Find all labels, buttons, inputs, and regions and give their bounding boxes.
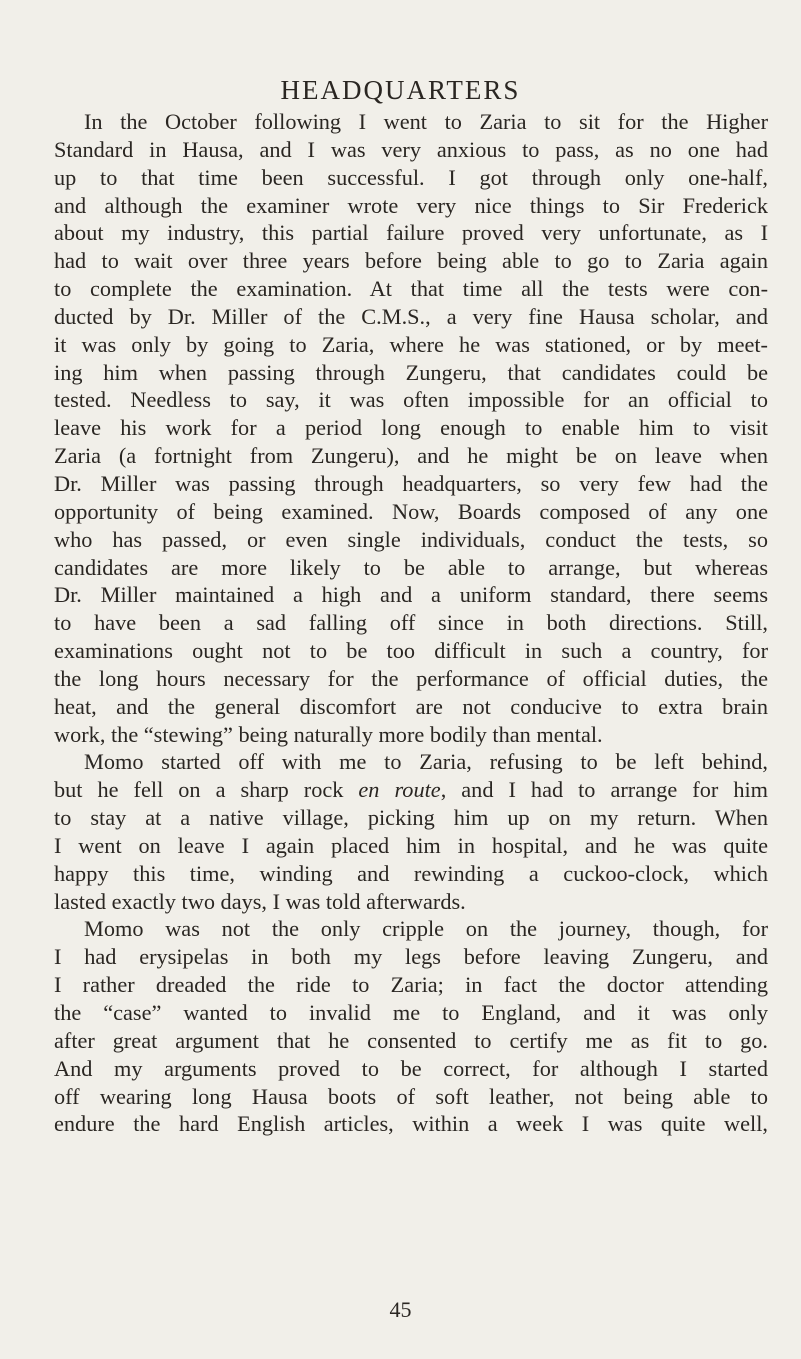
text-line: ducted by Dr. Miller of the C.M.S., a very fine Hausa scholar, and bbox=[54, 303, 768, 329]
text-line: off wearing long Hausa boots of soft leather, not being able to bbox=[54, 1083, 768, 1109]
text-line: I rather dreaded the ride to Zaria; in fact the doctor attending bbox=[54, 972, 768, 998]
text-line: Zaria (a fortnight from Zungeru), and he might be on leave when bbox=[54, 443, 768, 469]
text-line: to complete the examination. At that time all the tests were con- bbox=[54, 276, 768, 302]
text-line: ing him when passing through Zungeru, that candidates could be bbox=[54, 359, 768, 385]
text-line: but he fell on a sharp rock en route, and I had to arrange for him bbox=[54, 777, 768, 803]
text-line: after great argument that he consented to certify me as fit to go. bbox=[54, 1027, 768, 1053]
text-line: Momo started off with me to Zaria, refusing to be left behind, bbox=[84, 749, 768, 775]
text-line: examinations ought not to be too difficult in such a country, for bbox=[54, 638, 768, 664]
text-line: In the October following I went to Zaria to sit for the Higher bbox=[84, 109, 768, 134]
text-line: the long hours necessary for the performance of official duties, the bbox=[54, 665, 768, 691]
page-number: 45 bbox=[389, 1297, 412, 1322]
text-line: to have been a sad falling off since in both directions. Still, bbox=[54, 610, 768, 636]
text-line: it was only by going to Zaria, where he was stationed, or by meet- bbox=[54, 331, 768, 357]
text-line: work, the “stewing” being naturally more bodily than mental. bbox=[54, 721, 603, 747]
text-line: who has passed, or even single individuals, conduct the tests, so bbox=[54, 526, 768, 552]
text-line: tested. Needless to say, it was often impossible for an official to bbox=[54, 387, 768, 413]
text-line: Dr. Miller was passing through headquarters, so very few had the bbox=[54, 470, 768, 496]
text-line: Momo was not the only cripple on the journey, though, for bbox=[84, 916, 768, 942]
text-line: And my arguments proved to be correct, for although I started bbox=[54, 1055, 768, 1081]
text-line: lasted exactly two days, I was told afterwards. bbox=[54, 888, 466, 914]
text-line: had to wait over three years before being able to go to Zaria again bbox=[54, 248, 768, 274]
text-line: happy this time, winding and rewinding a cuckoo-clock, which bbox=[54, 860, 768, 886]
text-line: about my industry, this partial failure proved very unfortunate, as I bbox=[54, 220, 768, 246]
text-line: Dr. Miller maintained a high and a uniform standard, there seems bbox=[54, 582, 768, 608]
text-line: leave his work for a period long enough to enable him to visit bbox=[54, 415, 768, 441]
text-line: heat, and the general discomfort are not conducive to extra brain bbox=[54, 693, 768, 719]
body-text bbox=[54, 108, 768, 1138]
text-line: I went on leave I again placed him in hospital, and he was quite bbox=[54, 832, 768, 858]
text-line: to stay at a native village, picking him up on my return. When bbox=[54, 805, 768, 831]
text-line: and although the examiner wrote very nice things to Sir Frederick bbox=[54, 192, 768, 218]
text-line: Standard in Hausa, and I was very anxious to pass, as no one had bbox=[54, 136, 768, 162]
text-line: endure the hard English articles, within a week I was quite well, bbox=[54, 1111, 768, 1137]
text-line: opportunity of being examined. Now, Boards composed of any one bbox=[54, 498, 768, 524]
text-line: candidates are more likely to be able to arrange, but whereas bbox=[54, 554, 768, 580]
text-line: up to that time been successful. I got through only one-half, bbox=[54, 164, 768, 190]
italic-phrase: en route bbox=[358, 777, 441, 803]
text-line: the “case” wanted to invalid me to England, and it was only bbox=[54, 1000, 768, 1025]
text-line: I had erysipelas in both my legs before leaving Zungeru, and bbox=[54, 944, 768, 970]
running-head: HEADQUARTERS bbox=[280, 75, 521, 105]
